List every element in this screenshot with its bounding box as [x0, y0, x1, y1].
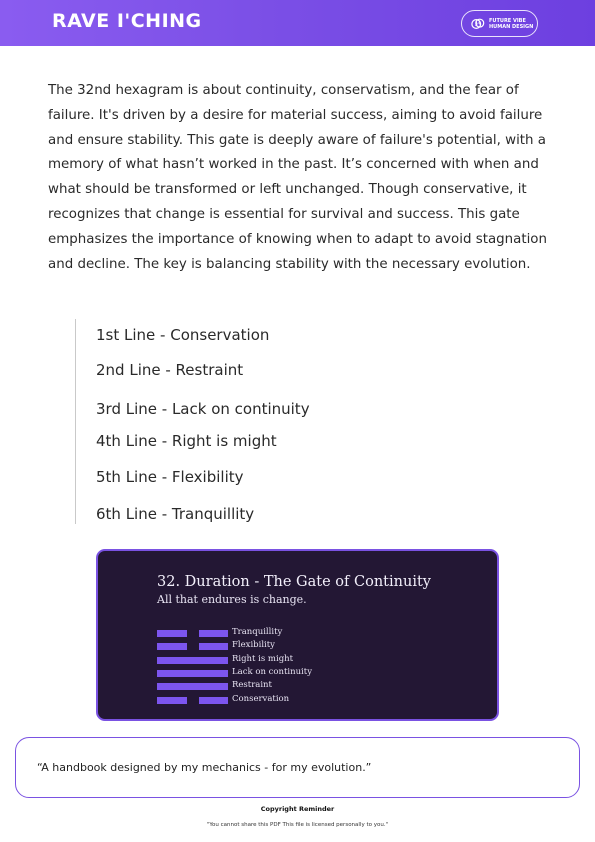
line-item-4: 4th Line - Right is might — [96, 432, 277, 450]
hexagram-line-2 — [157, 680, 357, 691]
line-item-5: 5th Line - Flexibility — [96, 468, 244, 486]
hexagram-line-label: Lack on continuity — [232, 666, 312, 677]
line-item-6: 6th Line - Tranquillity — [96, 505, 255, 523]
hexagram-line-3 — [157, 666, 357, 677]
hexagram-line-label: Restraint — [232, 680, 272, 691]
broken-line-left — [157, 643, 187, 650]
broken-line-left — [157, 697, 187, 704]
copyright-title: Copyright Reminder — [260, 805, 335, 813]
intro-paragraph: The 32nd hexagram is about continuity, conservatism, and the fear of failure. It's driven by a desire for material success, aiming to avoid failure and ensure stability. This gate is deeply aware of failure's potential, with a memory of what hasn’t worked in the past. It’s concerned with when and what should be transformed or left unchanged. Though conservative, it recognizes that change is essential for survival and success. This gate emphasizes the importance of knowing when to adapt to avoid stagnation and decline. The key is balancing stability with the necessary evolution. — [48, 83, 547, 272]
quote-text: “A handbook designed by my mechanics - for my evolution.” — [37, 761, 372, 774]
hexagram-card — [96, 549, 499, 721]
brain-icon — [471, 17, 485, 31]
card-title: 32. Duration - The Gate of Continuity — [157, 574, 431, 590]
broken-line-right — [199, 697, 228, 704]
header-banner — [0, 0, 595, 46]
hexagram-line-4 — [157, 653, 357, 664]
page-title: RAVE I'CHING — [52, 10, 202, 32]
hexagram-line-label: Tranquillity — [232, 627, 283, 637]
hexagram-line-label: Conservation — [232, 693, 290, 704]
line-item-3: 3rd Line - Lack on continuity — [96, 400, 310, 418]
broken-line-right — [199, 643, 228, 650]
hexagram-line-6 — [157, 627, 357, 637]
solid-line — [157, 683, 228, 690]
solid-line — [157, 670, 228, 677]
copyright-note: "You cannot share this PDF This file is licensed personally to you." — [206, 822, 389, 828]
solid-line — [157, 657, 228, 664]
brand-logo-badge — [461, 10, 538, 37]
broken-line-right — [199, 630, 228, 637]
hexagram-line-label: Right is might — [232, 653, 294, 664]
card-subtitle: All that endures is change. — [157, 593, 307, 606]
broken-line-left — [157, 630, 187, 637]
line-item-2: 2nd Line - Restraint — [96, 361, 244, 379]
line-list — [75, 319, 375, 524]
line-item-1: 1st Line - Conservation — [96, 326, 270, 344]
brand-name-line1: FUTURE VIBE — [489, 17, 526, 24]
brand-name-line2: HUMAN DESIGN — [489, 23, 534, 30]
hexagram-line-1 — [157, 693, 357, 704]
hexagram-line-5 — [157, 640, 357, 651]
quote-box — [15, 737, 580, 798]
hexagram-line-label: Flexibility — [232, 640, 275, 651]
